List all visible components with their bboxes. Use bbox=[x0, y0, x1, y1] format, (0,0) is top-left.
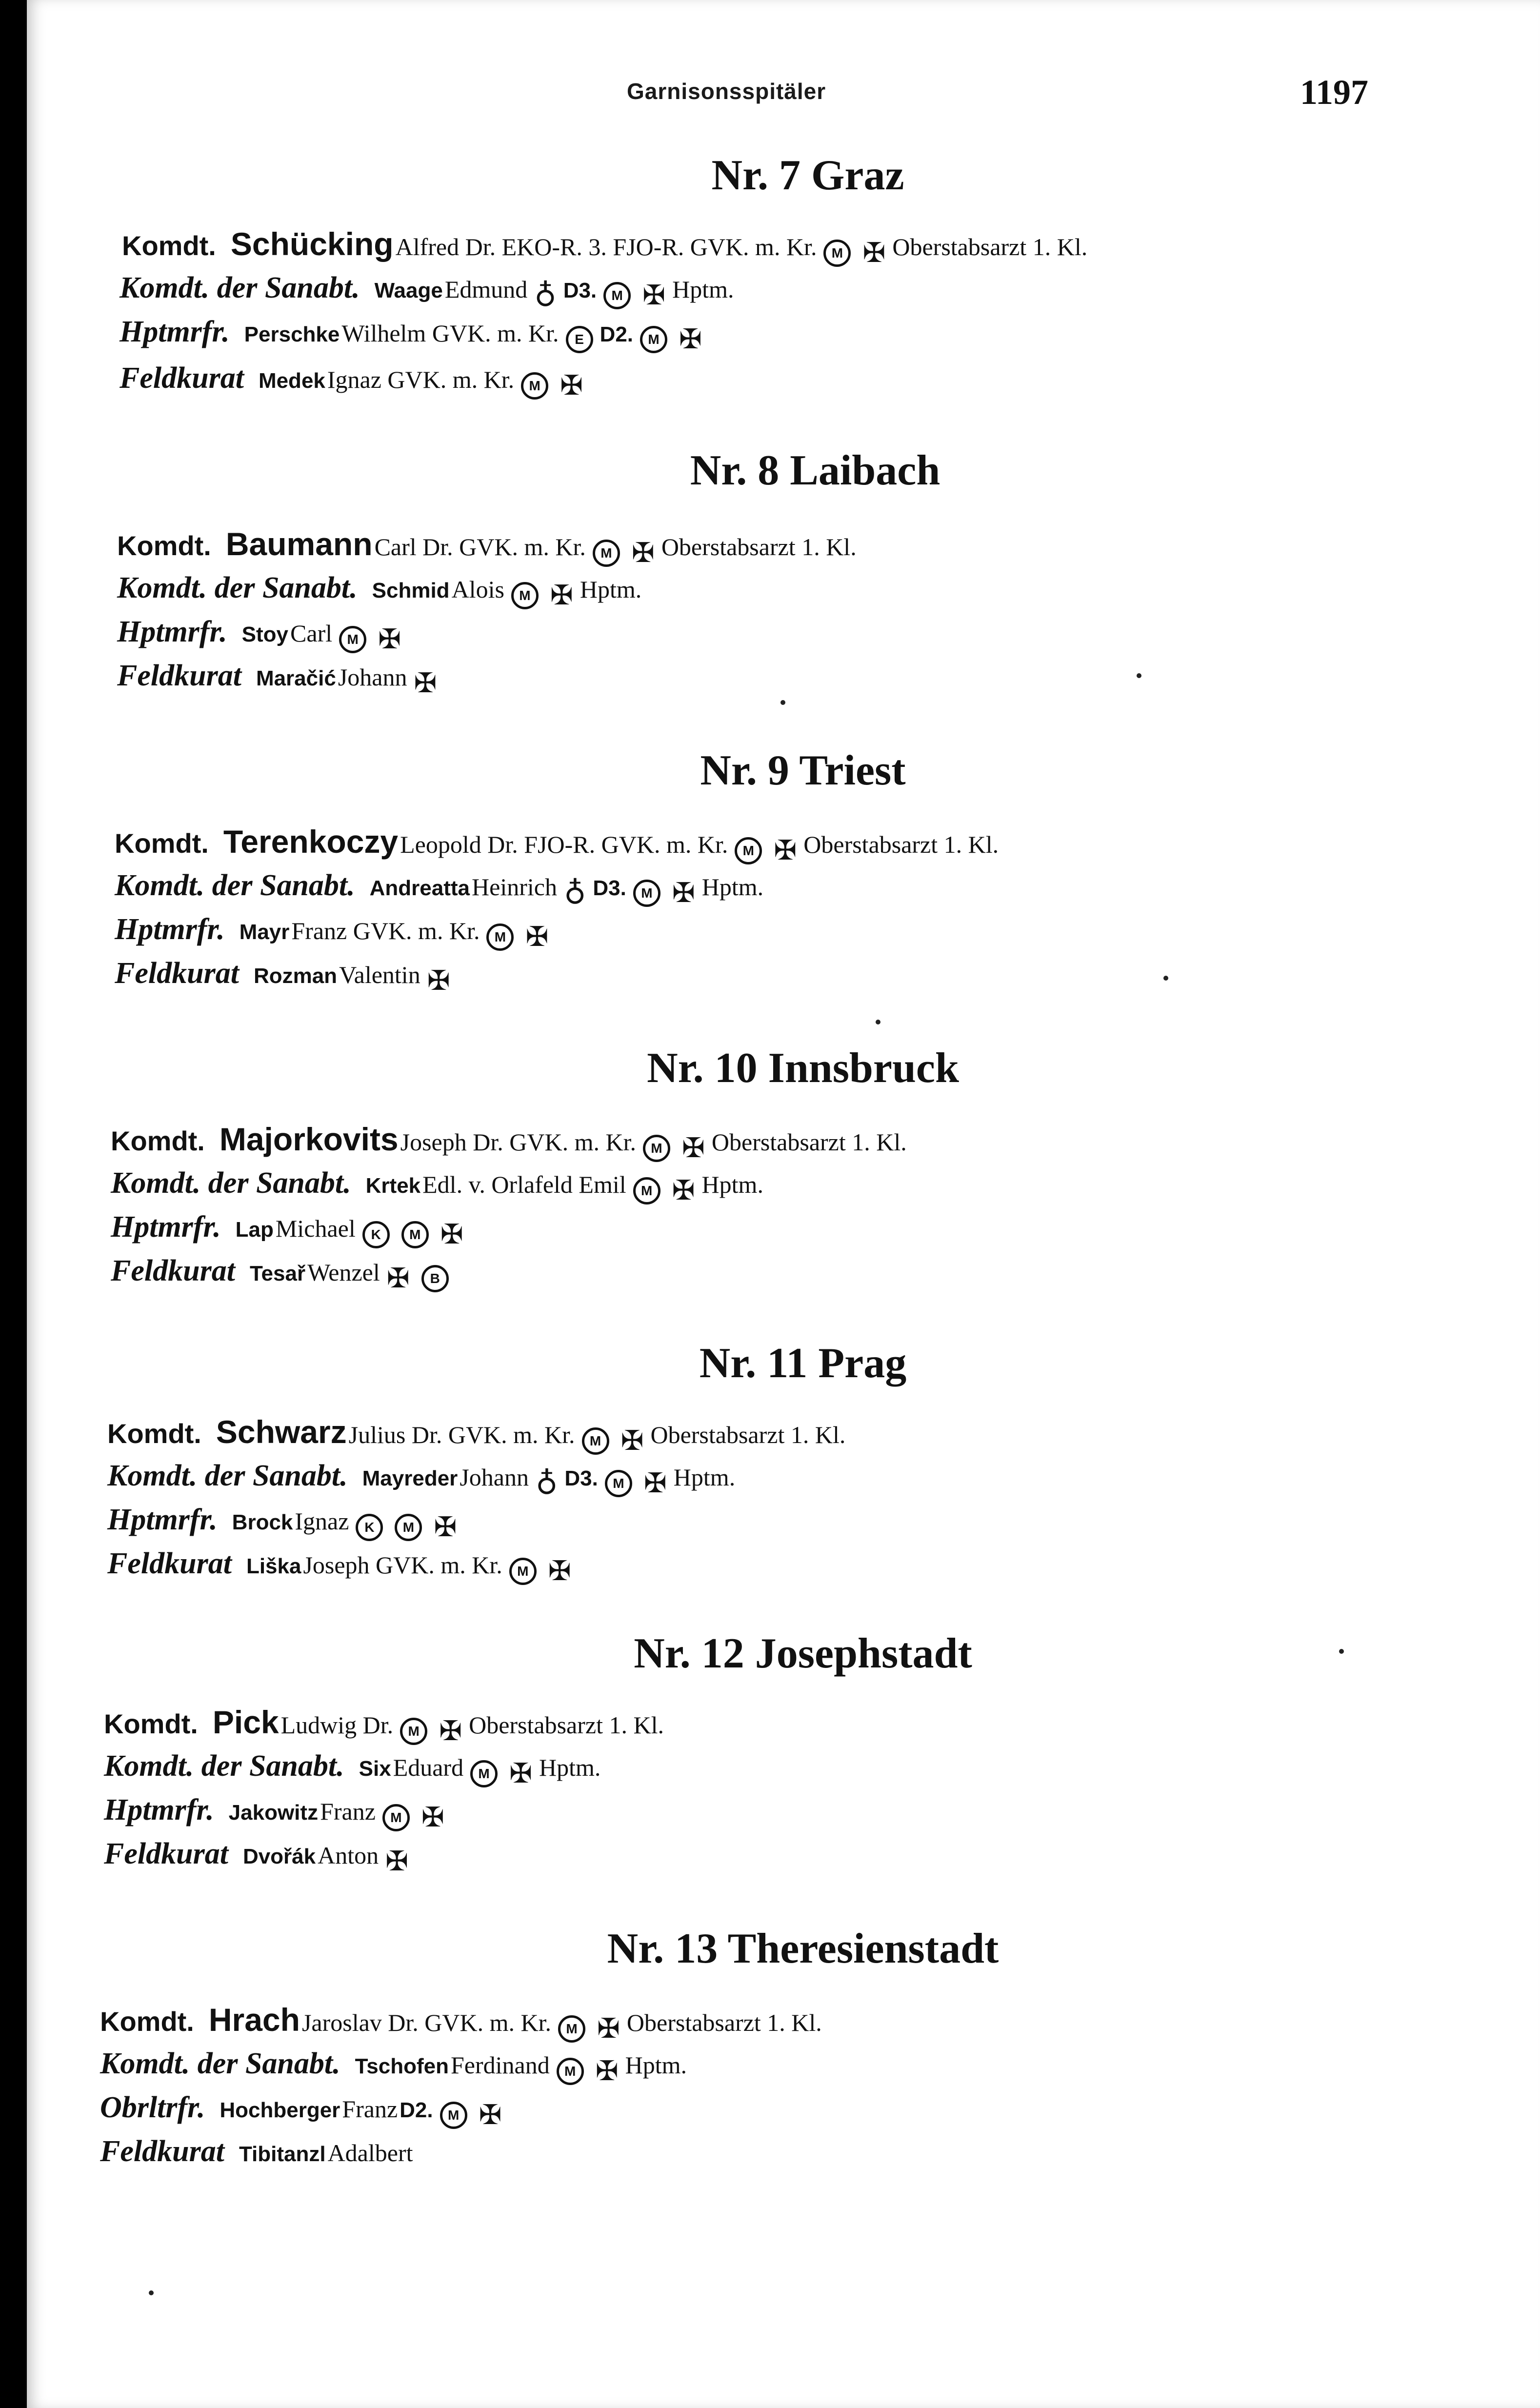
cross-icon: ✠ bbox=[378, 624, 401, 655]
person-surname: Schwarz bbox=[216, 1414, 347, 1450]
role-label: Komdt. bbox=[107, 1418, 201, 1449]
cross-icon: ✠ bbox=[550, 581, 573, 611]
role-label: Feldkurat bbox=[104, 1837, 228, 1870]
k-medal-icon: K bbox=[362, 1221, 390, 1248]
entry-details: Ferdinand bbox=[450, 2051, 550, 2079]
cross-icon: ✠ bbox=[862, 238, 886, 269]
rank: Oberstabsarzt 1. Kl. bbox=[711, 1128, 907, 1156]
m-medal-icon: M bbox=[395, 1514, 422, 1541]
m-medal-icon: M bbox=[440, 2102, 467, 2129]
e-medal-icon: E bbox=[566, 326, 593, 353]
person-surname: Medek bbox=[258, 369, 325, 393]
person-surname: Waage bbox=[374, 279, 443, 302]
ring-icon: ♁ bbox=[563, 875, 586, 911]
person-surname: Terenkoczy bbox=[223, 823, 399, 860]
entry-row bbox=[115, 910, 553, 953]
entry-row bbox=[115, 866, 764, 911]
entry-details: Wilhelm GVK. m. Kr. bbox=[341, 320, 559, 347]
section-title: Nr. 10 Innsbruck bbox=[647, 1044, 959, 1092]
cross-icon: ✠ bbox=[620, 1426, 644, 1457]
k-medal-icon: K bbox=[356, 1514, 383, 1541]
entry-row bbox=[111, 1207, 468, 1250]
entry-details: Johann bbox=[460, 1464, 529, 1491]
cross-icon: ✠ bbox=[681, 1133, 705, 1164]
b-medal-icon: B bbox=[421, 1265, 449, 1292]
role-label: Komdt. bbox=[115, 828, 209, 859]
entry-details: Julius Dr. GVK. m. Kr. bbox=[348, 1421, 575, 1448]
role-label: Obrltrfr. bbox=[100, 2091, 205, 2124]
entry-details: Eduard bbox=[393, 1754, 464, 1781]
section-triest bbox=[27, 742, 1540, 800]
role-label: Hptmrfr. bbox=[120, 315, 230, 348]
person-surname: Dvořák bbox=[242, 1845, 316, 1868]
role-label: Komdt. der Sanabt. bbox=[111, 1166, 351, 1200]
ring-icon: ♁ bbox=[535, 1465, 558, 1502]
decoration-code: D2. bbox=[600, 322, 634, 346]
person-surname: Mayr bbox=[239, 920, 290, 944]
cross-icon: ✠ bbox=[386, 1264, 410, 1294]
cross-icon: ✠ bbox=[548, 1556, 571, 1587]
scan-speck bbox=[1137, 673, 1141, 678]
role-label: Komdt. der Sanabt. bbox=[100, 2047, 340, 2080]
person-surname: Liška bbox=[246, 1554, 301, 1578]
cross-icon: ✠ bbox=[439, 1716, 462, 1747]
role-label: Komdt. bbox=[122, 230, 216, 261]
entry-details: Michael bbox=[275, 1215, 356, 1242]
entry-row bbox=[100, 2132, 413, 2171]
m-medal-icon: M bbox=[509, 1558, 537, 1585]
rank: Oberstabsarzt 1. Kl. bbox=[892, 233, 1088, 261]
rank: Hptm. bbox=[701, 1171, 763, 1198]
scan-speck bbox=[1163, 976, 1168, 981]
rank: Hptm. bbox=[625, 2051, 687, 2079]
m-medal-icon: M bbox=[603, 282, 631, 309]
cross-icon: ✠ bbox=[631, 538, 655, 569]
decoration-code: D2. bbox=[400, 2098, 433, 2122]
m-medal-icon: M bbox=[382, 1804, 410, 1831]
entry-row bbox=[100, 2044, 687, 2087]
entry-details: Carl bbox=[290, 620, 333, 647]
role-label: Komdt. der Sanabt. bbox=[104, 1749, 344, 1783]
entry-row bbox=[111, 1164, 763, 1206]
person-surname: Tschofen bbox=[355, 2054, 449, 2078]
role-label: Feldkurat bbox=[120, 361, 244, 395]
cross-icon: ✠ bbox=[597, 2014, 620, 2045]
m-medal-icon: M bbox=[511, 582, 539, 609]
role-label: Komdt. der Sanabt. bbox=[120, 271, 360, 304]
role-label: Komdt. bbox=[104, 1708, 198, 1739]
cross-icon: ✠ bbox=[672, 878, 695, 909]
entry-row bbox=[117, 656, 441, 699]
entry-row bbox=[107, 1412, 846, 1457]
section-graz bbox=[27, 146, 1540, 205]
scan-speck bbox=[780, 700, 785, 705]
person-surname: Lap bbox=[235, 1218, 274, 1242]
entry-details: Valentin bbox=[339, 961, 420, 988]
entry-row bbox=[107, 1500, 461, 1543]
entry-details: Wenzel bbox=[307, 1259, 380, 1286]
running-title: Garnisonsspitäler bbox=[627, 79, 826, 104]
entry-row bbox=[100, 2000, 822, 2045]
person-surname: Tibitanzl bbox=[239, 2142, 326, 2166]
scan-speck bbox=[876, 1020, 880, 1024]
entry-row bbox=[104, 1746, 601, 1789]
entry-row bbox=[120, 268, 734, 314]
document-page bbox=[27, 0, 1540, 2408]
entry-row bbox=[111, 1120, 907, 1164]
role-label: Feldkurat bbox=[117, 659, 241, 692]
person-surname: Krtek bbox=[365, 1174, 421, 1198]
entry-details: Franz GVK. m. Kr. bbox=[291, 917, 480, 944]
entry-row bbox=[107, 1544, 576, 1587]
person-surname: Rozman bbox=[253, 964, 338, 988]
rank: Hptm. bbox=[672, 276, 734, 303]
person-surname: Hochberger bbox=[220, 2098, 340, 2122]
person-surname: Perschke bbox=[244, 322, 340, 346]
section-prag bbox=[27, 1334, 1540, 1393]
entry-details: Alfred Dr. EKO-R. 3. FJO-R. GVK. m. Kr. bbox=[395, 233, 817, 261]
m-medal-icon: M bbox=[521, 372, 548, 400]
entry-row bbox=[117, 568, 642, 611]
section-title: Nr. 8 Laibach bbox=[690, 447, 940, 494]
entry-row bbox=[111, 1251, 454, 1294]
role-label: Hptmrfr. bbox=[115, 913, 225, 946]
person-surname: Tesař bbox=[249, 1262, 306, 1285]
entry-details: Johann bbox=[338, 663, 407, 691]
entry-details: Joseph GVK. m. Kr. bbox=[303, 1551, 502, 1579]
entry-row bbox=[120, 312, 707, 355]
person-surname: Pick bbox=[212, 1704, 279, 1740]
entry-details: Ludwig Dr. bbox=[280, 1711, 394, 1739]
entry-details: Joseph Dr. GVK. m. Kr. bbox=[400, 1128, 636, 1156]
entry-row bbox=[117, 524, 857, 569]
entry-row bbox=[107, 1456, 736, 1502]
cross-icon: ✠ bbox=[560, 371, 583, 401]
decoration-code: D3. bbox=[564, 1466, 598, 1490]
entry-row bbox=[122, 224, 1088, 269]
rank: Hptm. bbox=[673, 1464, 736, 1491]
entry-row bbox=[120, 359, 588, 401]
m-medal-icon: M bbox=[643, 1135, 670, 1162]
entry-details: Jaroslav Dr. GVK. m. Kr. bbox=[301, 2009, 551, 2036]
role-label: Komdt. der Sanabt. bbox=[115, 869, 355, 902]
decoration-code: D3. bbox=[593, 876, 626, 900]
role-label: Komdt. bbox=[111, 1125, 205, 1156]
entry-details: Edl. v. Orlafeld Emil bbox=[422, 1171, 626, 1198]
m-medal-icon: M bbox=[582, 1427, 609, 1455]
cross-icon: ✠ bbox=[672, 1176, 695, 1206]
entry-row bbox=[104, 1790, 449, 1833]
section-title: Nr. 9 Triest bbox=[700, 747, 906, 794]
role-label: Hptmrfr. bbox=[111, 1210, 221, 1244]
person-surname: Majorkovits bbox=[219, 1121, 399, 1157]
entry-details: Franz bbox=[342, 2095, 398, 2123]
role-label: Feldkurat bbox=[115, 957, 239, 990]
person-surname: Six bbox=[359, 1757, 391, 1781]
section-title: Nr. 11 Prag bbox=[699, 1340, 907, 1387]
role-label: Komdt. der Sanabt. bbox=[117, 571, 358, 604]
entry-details: Heinrich bbox=[472, 873, 557, 901]
rank: Oberstabsarzt 1. Kl. bbox=[661, 533, 857, 561]
m-medal-icon: M bbox=[400, 1718, 427, 1745]
decoration-code: D3. bbox=[563, 279, 597, 302]
m-medal-icon: M bbox=[557, 2058, 584, 2085]
section-theresienstadt bbox=[27, 1920, 1540, 1978]
section-title: Nr. 7 Graz bbox=[711, 152, 904, 199]
m-medal-icon: M bbox=[401, 1221, 429, 1248]
rank: Hptm. bbox=[580, 576, 642, 603]
entry-details: Leopold Dr. FJO-R. GVK. m. Kr. bbox=[400, 831, 728, 858]
page-number: 1197 bbox=[1300, 73, 1369, 112]
person-surname: Stoy bbox=[241, 622, 289, 646]
person-surname: Hrach bbox=[208, 2002, 300, 2038]
cross-icon: ✠ bbox=[479, 2100, 502, 2131]
role-label: Komdt. der Sanabt. bbox=[107, 1459, 348, 1492]
cross-icon: ✠ bbox=[385, 1846, 409, 1877]
section-title: Nr. 13 Theresienstadt bbox=[607, 1925, 999, 1972]
entry-row bbox=[117, 612, 406, 655]
entry-details: Adalbert bbox=[327, 2139, 413, 2167]
entry-details: Anton bbox=[318, 1842, 379, 1869]
cross-icon: ✠ bbox=[414, 668, 437, 699]
entry-details: Ignaz GVK. m. Kr. bbox=[327, 366, 515, 393]
section-innsbruck bbox=[27, 1039, 1540, 1098]
cross-icon: ✠ bbox=[434, 1512, 457, 1543]
section-josephstadt bbox=[27, 1625, 1540, 1683]
entry-row bbox=[104, 1703, 664, 1747]
cross-icon: ✠ bbox=[440, 1220, 463, 1250]
scan-speck bbox=[149, 2290, 154, 2295]
rank: Oberstabsarzt 1. Kl. bbox=[469, 1711, 664, 1739]
entry-row bbox=[100, 2088, 507, 2131]
rank: Hptm. bbox=[539, 1754, 601, 1781]
entry-details: Edmund bbox=[444, 276, 528, 303]
person-surname: Brock bbox=[232, 1510, 293, 1534]
entry-details: Alois bbox=[451, 576, 504, 603]
cross-icon: ✠ bbox=[427, 966, 450, 997]
section-laibach bbox=[27, 441, 1540, 500]
m-medal-icon: M bbox=[640, 326, 667, 353]
person-surname: Mayreder bbox=[362, 1466, 458, 1490]
person-surname: Jakowitz bbox=[228, 1801, 319, 1825]
cross-icon: ✠ bbox=[774, 836, 797, 866]
entry-details: Ignaz bbox=[295, 1507, 349, 1535]
entry-details: Carl Dr. GVK. m. Kr. bbox=[374, 533, 586, 561]
person-surname: Maračić bbox=[256, 666, 336, 690]
section-title: Nr. 12 Josephstadt bbox=[634, 1630, 972, 1677]
role-label: Komdt. bbox=[117, 530, 211, 561]
cross-icon: ✠ bbox=[595, 2056, 619, 2087]
role-label: Feldkurat bbox=[111, 1254, 235, 1287]
entry-row bbox=[115, 822, 999, 866]
m-medal-icon: M bbox=[633, 1177, 660, 1204]
entry-row bbox=[115, 954, 455, 997]
person-surname: Baumann bbox=[225, 526, 373, 562]
m-medal-icon: M bbox=[486, 923, 514, 951]
m-medal-icon: M bbox=[735, 837, 762, 864]
m-medal-icon: M bbox=[593, 540, 620, 567]
m-medal-icon: M bbox=[823, 240, 851, 267]
rank: Hptm. bbox=[701, 873, 764, 901]
person-surname: Andreatta bbox=[369, 876, 470, 900]
m-medal-icon: M bbox=[470, 1760, 498, 1787]
role-label: Hptmrfr. bbox=[117, 615, 227, 648]
entry-details: Franz bbox=[320, 1798, 376, 1825]
rank: Oberstabsarzt 1. Kl. bbox=[626, 2009, 822, 2036]
cross-icon: ✠ bbox=[421, 1803, 444, 1833]
cross-icon: ✠ bbox=[525, 922, 549, 953]
m-medal-icon: M bbox=[339, 626, 366, 653]
rank: Oberstabsarzt 1. Kl. bbox=[803, 831, 999, 858]
cross-icon: ✠ bbox=[643, 1468, 667, 1499]
role-label: Feldkurat bbox=[100, 2135, 224, 2168]
cross-icon: ✠ bbox=[509, 1759, 532, 1789]
person-surname: Schmid bbox=[372, 579, 450, 602]
entry-row bbox=[104, 1834, 413, 1877]
person-surname: Schücking bbox=[230, 226, 394, 262]
role-label: Hptmrfr. bbox=[104, 1793, 214, 1826]
role-label: Komdt. bbox=[100, 2006, 194, 2037]
cross-icon: ✠ bbox=[679, 324, 702, 355]
m-medal-icon: M bbox=[605, 1470, 632, 1497]
role-label: Hptmrfr. bbox=[107, 1503, 218, 1536]
ring-icon: ♁ bbox=[534, 278, 557, 314]
role-label: Feldkurat bbox=[107, 1547, 232, 1580]
page-header bbox=[27, 73, 1540, 117]
cross-icon: ✠ bbox=[642, 281, 666, 311]
m-medal-icon: M bbox=[558, 2015, 585, 2043]
rank: Oberstabsarzt 1. Kl. bbox=[650, 1421, 846, 1448]
m-medal-icon: M bbox=[633, 880, 660, 907]
scan-speck bbox=[1339, 1649, 1344, 1654]
